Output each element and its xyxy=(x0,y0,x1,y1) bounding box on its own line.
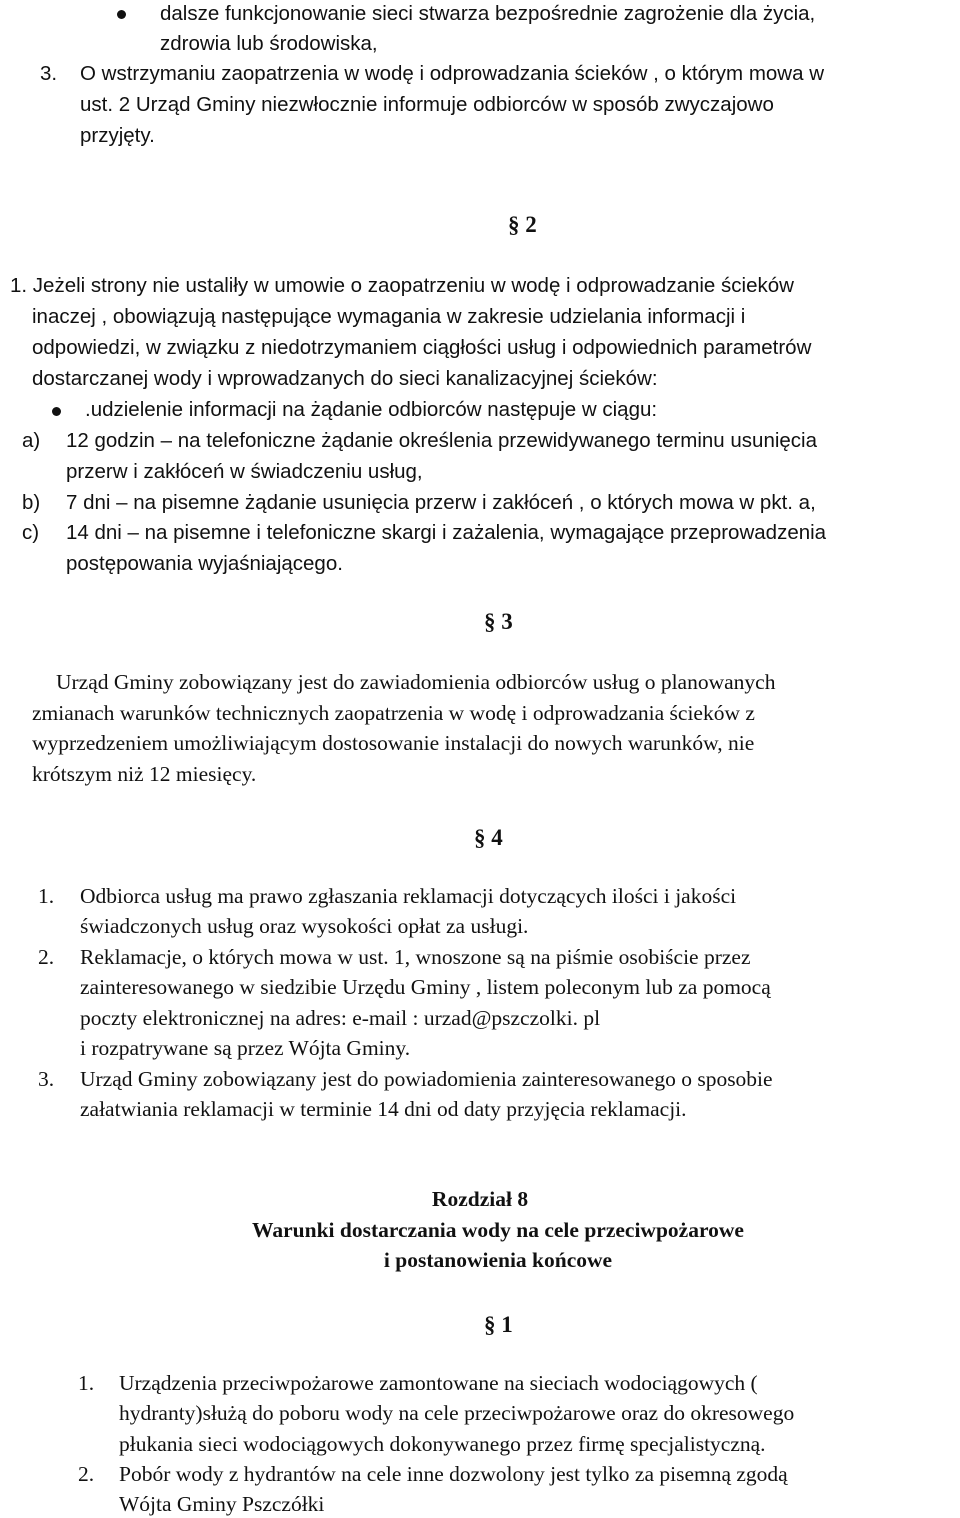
text-line: zdrowia lub środowiska, xyxy=(160,32,378,55)
text-line: Urząd Gminy zobowiązany jest do powiadomienia zainteresowanego o sposobie xyxy=(80,1067,773,1091)
text-line: załatwiania reklamacji w terminie 14 dni od daty przyjęcia reklamacji. xyxy=(80,1097,687,1121)
text-line: poczty elektronicznej na adres: e-mail : urzad@pszczolki. pl xyxy=(80,1006,601,1030)
list-label: c) xyxy=(22,521,40,544)
text-line: płukania sieci wodociągowych dokonywanego przez firmę specjalistyczną. xyxy=(119,1432,766,1456)
text-line: 14 dni – na pisemne i telefoniczne skargi i zażalenia, wymagające przeprowadzenia xyxy=(66,521,827,544)
text-line: zmianach warunków technicznych zaopatrzenia w wodę i odprowadzania ścieków z xyxy=(32,701,755,725)
text-line: 7 dni – na pisemne żądanie usunięcia przerw i zakłóceń , o których mowa w pkt. a, xyxy=(66,491,816,514)
text-line: inaczej , obowiązują następujące wymagania w zakresie udzielania informacji i xyxy=(32,305,746,328)
list-number: 3. xyxy=(38,1067,55,1091)
text-line: przerw i zakłóceń w świadczeniu usług, xyxy=(66,460,423,483)
chapter-subtitle: i postanowienia końcowe xyxy=(383,1248,613,1272)
list-number: 2. xyxy=(78,1462,95,1486)
text-line: .udzielenie informacji na żądanie odbiorców następuje w ciągu: xyxy=(85,398,658,421)
chapter-subtitle: Warunki dostarczania wody na cele przeciwpożarowe xyxy=(252,1218,744,1242)
text-line: postępowania wyjaśniającego. xyxy=(66,552,343,575)
text-line: odpowiedzi, w związku z niedotrzymaniem ciągłości usług i odpowiednich parametrów xyxy=(32,336,812,359)
text-line: hydranty)służą do poboru wody na cele przeciwpożarowe oraz do okresowego xyxy=(119,1401,795,1425)
text-line: zainteresowanego w siedzibie Urzędu Gminy , listem poleconym lub za pomocą xyxy=(80,975,771,999)
list-number: 1. xyxy=(78,1371,95,1395)
text-line: i rozpatrywane są przez Wójta Gminy. xyxy=(80,1036,411,1060)
text-line: Reklamacje, o których mowa w ust. 1, wnoszone są na piśmie osobiście przez xyxy=(80,945,751,969)
text-line: ust. 2 Urząd Gminy niezwłocznie informuje odbiorców w sposób zwyczajowo xyxy=(80,93,774,116)
text-line: Urząd Gminy zobowiązany jest do zawiadomienia odbiorców usług o planowanych xyxy=(56,670,776,694)
text-line: krótszym niż 12 miesięcy. xyxy=(32,762,257,786)
section-heading: § 4 xyxy=(474,825,503,850)
section-heading: § 3 xyxy=(484,609,513,634)
text-line: Odbiorca usług ma prawo zgłaszania reklamacji dotyczących ilości i jakości xyxy=(80,884,737,908)
text-line: 1. Jeżeli strony nie ustaliły w umowie o zaopatrzeniu w wodę i odprowadzanie ścieków xyxy=(10,274,794,297)
text-line: wyprzedzeniem umożliwiającym dostosowanie instalacji do nowych warunków, nie xyxy=(32,731,755,755)
list-number: 3. xyxy=(40,62,58,85)
text-line: Pobór wody z hydrantów na cele inne dozwolony jest tylko za pisemną zgodą xyxy=(119,1462,788,1486)
text-line: Wójta Gminy Pszczółki xyxy=(119,1492,325,1516)
text-line: Urządzenia przeciwpożarowe zamontowane na sieciach wodociągowych ( xyxy=(119,1371,758,1395)
text-line: dalsze funkcjonowanie sieci stwarza bezpośrednie zagrożenie dla życia, xyxy=(160,2,816,25)
list-number: 2. xyxy=(38,945,55,969)
text-line: świadczonych usług oraz wysokości opłat za usługi. xyxy=(80,914,529,938)
section-heading: § 2 xyxy=(508,212,537,237)
text-line: 12 godzin – na telefoniczne żądanie określenia przewidywanego terminu usunięcia xyxy=(66,429,818,452)
bullet-dot xyxy=(52,407,61,416)
text-line: dostarczanej wody i wprowadzanych do sieci kanalizacyjnej ścieków: xyxy=(32,367,658,390)
list-number: 1. xyxy=(38,884,55,908)
chapter-title: Rozdział 8 xyxy=(431,1187,529,1211)
text-line: O wstrzymaniu zaopatrzenia w wodę i odprowadzania ścieków , o którym mowa w xyxy=(80,62,824,85)
section-heading: § 1 xyxy=(484,1312,513,1337)
text-line: przyjęty. xyxy=(80,124,155,147)
bullet-dot xyxy=(117,10,126,19)
list-label: b) xyxy=(22,491,41,514)
list-label: a) xyxy=(22,429,41,452)
